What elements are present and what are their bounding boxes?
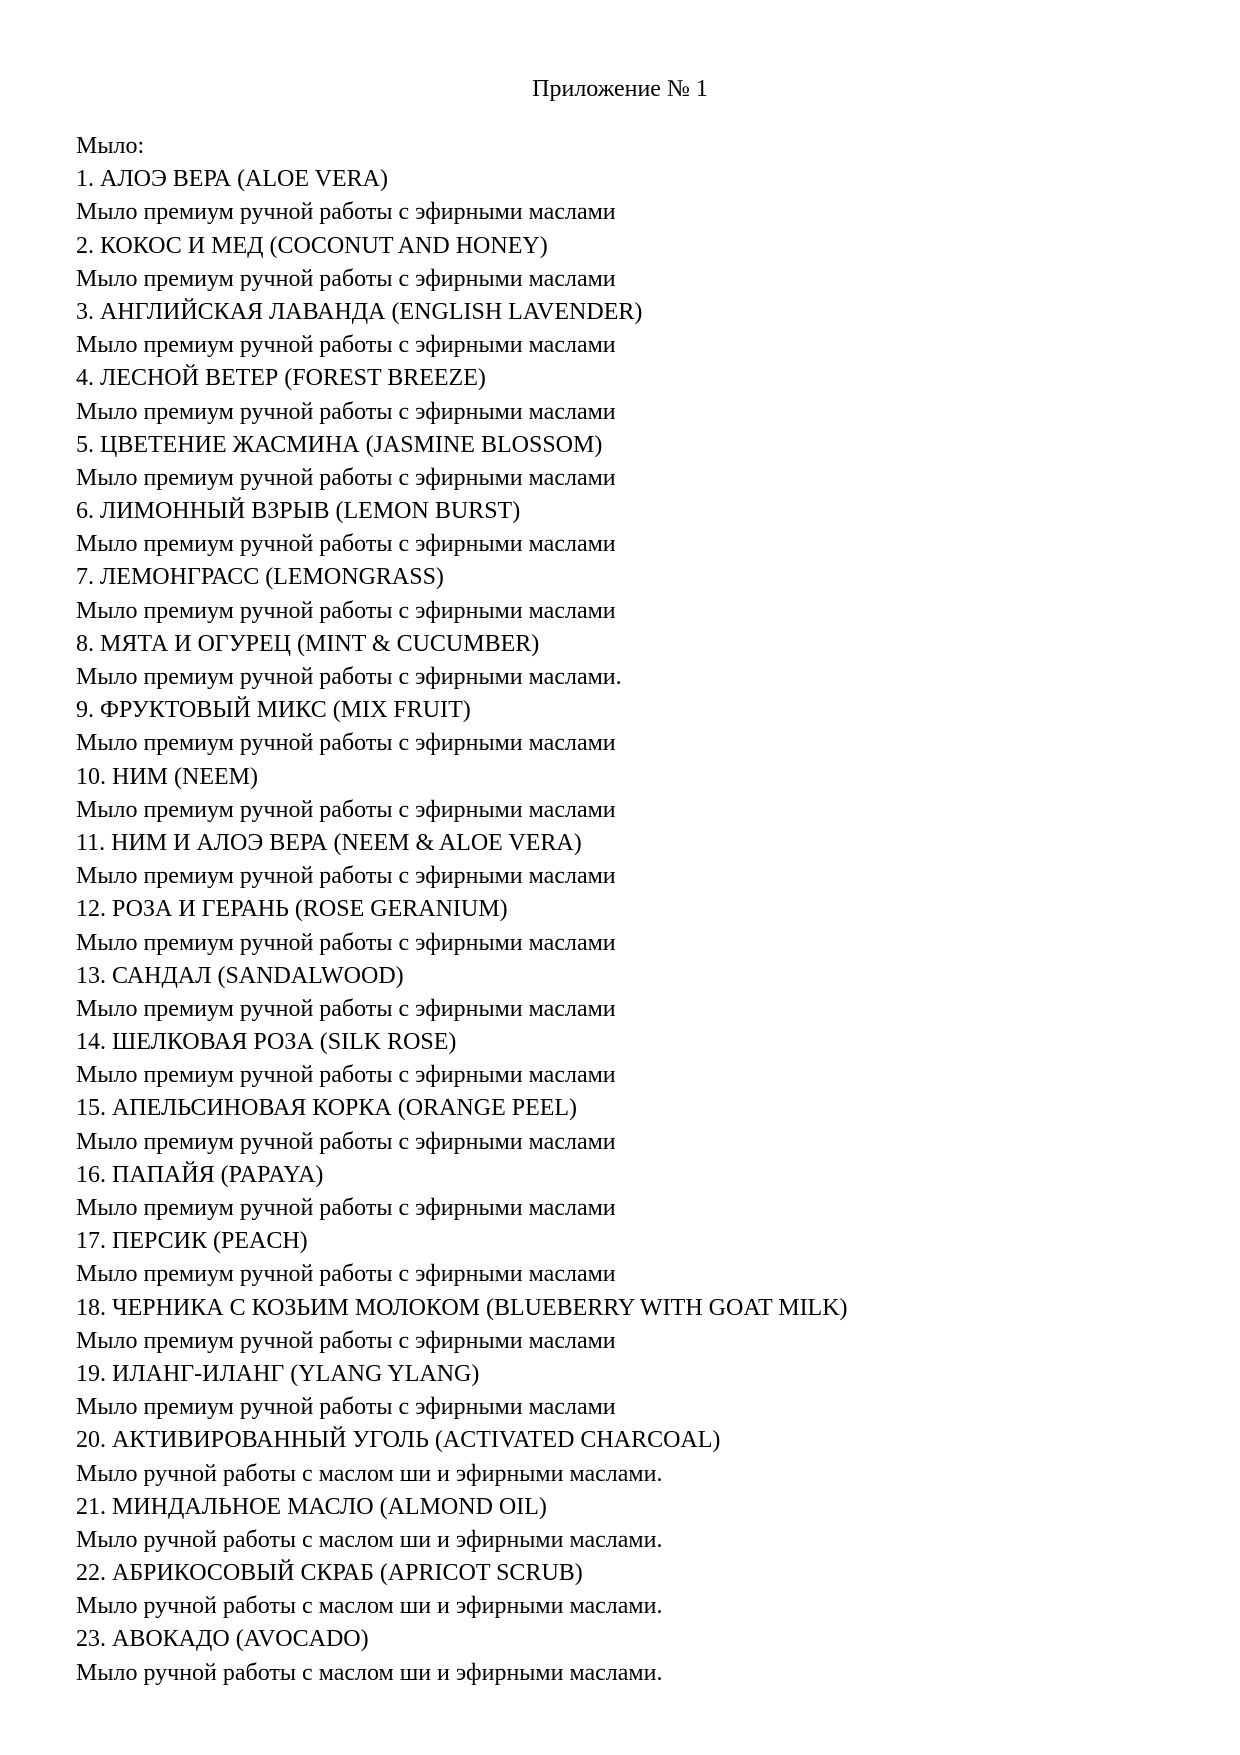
item-name: 5. ЦВЕТЕНИЕ ЖАСМИНА (JASMINE BLOSSOM) — [76, 431, 603, 458]
item-description: Мыло премиум ручной работы с эфирными маслами — [76, 730, 616, 757]
list-item — [76, 1159, 1176, 1225]
list-item — [76, 362, 1176, 428]
section-label: Мыло: — [76, 133, 145, 159]
item-name: 14. ШЕЛКОВАЯ РОЗА (SILK ROSE) — [76, 1029, 457, 1056]
list-item — [76, 1557, 1176, 1623]
list-item — [76, 628, 1176, 694]
list-item — [76, 230, 1176, 296]
list-item — [76, 561, 1176, 627]
item-name: 18. ЧЕРНИКА С КОЗЬИМ МОЛОКОМ (BLUEBERRY WITH GOAT MILK) — [76, 1294, 848, 1321]
list-item — [76, 893, 1176, 959]
item-description: Мыло премиум ручной работы с эфирными маслами — [76, 995, 616, 1022]
list-item — [76, 163, 1176, 229]
list-item — [76, 960, 1176, 1026]
item-description: Мыло премиум ручной работы с эфирными маслами — [76, 1327, 616, 1354]
list-item — [76, 694, 1176, 760]
item-name: 17. ПЕРСИК (PEACH) — [76, 1228, 308, 1255]
document-body — [76, 130, 1176, 1690]
item-description: Мыло премиум ручной работы с эфирными маслами — [76, 1062, 616, 1089]
item-name: 9. ФРУКТОВЫЙ МИКС (MIX FRUIT) — [76, 697, 471, 724]
list-item — [76, 429, 1176, 495]
item-description: Мыло премиум ручной работы с эфирными маслами — [76, 597, 616, 624]
list-item — [76, 1292, 1176, 1358]
item-description: Мыло ручной работы с маслом ши и эфирными маслами. — [76, 1659, 663, 1686]
list-item — [76, 827, 1176, 893]
list-item — [76, 495, 1176, 561]
item-name: 8. МЯТА И ОГУРЕЦ (MINT & CUCUMBER) — [76, 630, 540, 657]
item-name: 16. ПАПАЙЯ (PAPAYA) — [76, 1161, 324, 1188]
item-description: Мыло премиум ручной работы с эфирными маслами — [76, 929, 616, 956]
item-name: 10. НИМ (NEEM) — [76, 763, 258, 790]
item-description: Мыло премиум ручной работы с эфирными маслами — [76, 332, 616, 359]
item-description: Мыло премиум ручной работы с эфирными маслами — [76, 531, 616, 558]
page-title: Приложение № 1 — [532, 76, 708, 102]
item-description: Мыло ручной работы с маслом ши и эфирными маслами. — [76, 1526, 663, 1553]
item-description: Мыло ручной работы с маслом ши и эфирными маслами. — [76, 1460, 663, 1487]
item-description: Мыло премиум ручной работы с эфирными маслами. — [76, 664, 622, 690]
item-description: Мыло премиум ручной работы с эфирными маслами — [76, 1261, 616, 1288]
list-item — [76, 1623, 1176, 1689]
list-item — [76, 1491, 1176, 1557]
soap-list — [76, 163, 1176, 1690]
list-item — [76, 1026, 1176, 1092]
item-description: Мыло премиум ручной работы с эфирными маслами — [76, 1128, 616, 1155]
item-name: 12. РОЗА И ГЕРАНЬ (ROSE GERANIUM) — [76, 896, 508, 923]
item-name: 4. ЛЕСНОЙ ВЕТЕР (FOREST BREEZE) — [76, 365, 486, 392]
item-name: 11. НИМ И АЛОЭ ВЕРА (NEEM & ALOE VERA) — [76, 829, 582, 856]
item-name: 6. ЛИМОННЫЙ ВЗРЫВ (LEMON BURST) — [76, 498, 521, 525]
item-description: Мыло ручной работы с маслом ши и эфирными маслами. — [76, 1593, 663, 1620]
item-name: 21. МИНДАЛЬНОЕ МАСЛО (ALMOND OIL) — [76, 1493, 547, 1520]
item-description: Мыло премиум ручной работы с эфирными маслами — [76, 1394, 616, 1421]
item-name: 13. САНДАЛ (SANDALWOOD) — [76, 962, 404, 989]
item-name: 1. АЛОЭ ВЕРА (ALOE VERA) — [76, 166, 388, 193]
list-item — [76, 296, 1176, 362]
item-name: 2. КОКОС И МЕД (COCONUT AND HONEY) — [76, 232, 548, 259]
item-description: Мыло премиум ручной работы с эфирными маслами — [76, 265, 616, 292]
item-name: 20. АКТИВИРОВАННЫЙ УГОЛЬ (ACTIVATED CHARCOAL) — [76, 1427, 721, 1454]
item-description: Мыло премиум ручной работы с эфирными маслами — [76, 863, 616, 890]
item-description: Мыло премиум ручной работы с эфирными маслами — [76, 464, 616, 491]
item-description: Мыло премиум ручной работы с эфирными маслами — [76, 398, 616, 425]
item-description: Мыло премиум ручной работы с эфирными маслами — [76, 796, 616, 823]
item-name: 23. АВОКАДО (AVOCADO) — [76, 1626, 369, 1653]
list-item — [76, 1092, 1176, 1158]
item-description: Мыло премиум ручной работы с эфирными маслами — [76, 1195, 616, 1221]
item-name: 7. ЛЕМОНГРАСС (LEMONGRASS) — [76, 564, 444, 591]
item-name: 19. ИЛАНГ-ИЛАНГ (YLANG YLANG) — [76, 1360, 480, 1387]
list-item — [76, 761, 1176, 827]
item-name: 22. АБРИКОСОВЫЙ СКРАБ (APRICOT SCRUB) — [76, 1560, 583, 1587]
list-item — [76, 1358, 1176, 1424]
list-item — [76, 1225, 1176, 1291]
item-name: 3. АНГЛИЙСКАЯ ЛАВАНДА (ENGLISH LAVENDER) — [76, 298, 643, 325]
item-description: Мыло премиум ручной работы с эфирными маслами — [76, 199, 616, 226]
list-item — [76, 1424, 1176, 1490]
item-name: 15. АПЕЛЬСИНОВАЯ КОРКА (ORANGE PEEL) — [76, 1095, 578, 1122]
